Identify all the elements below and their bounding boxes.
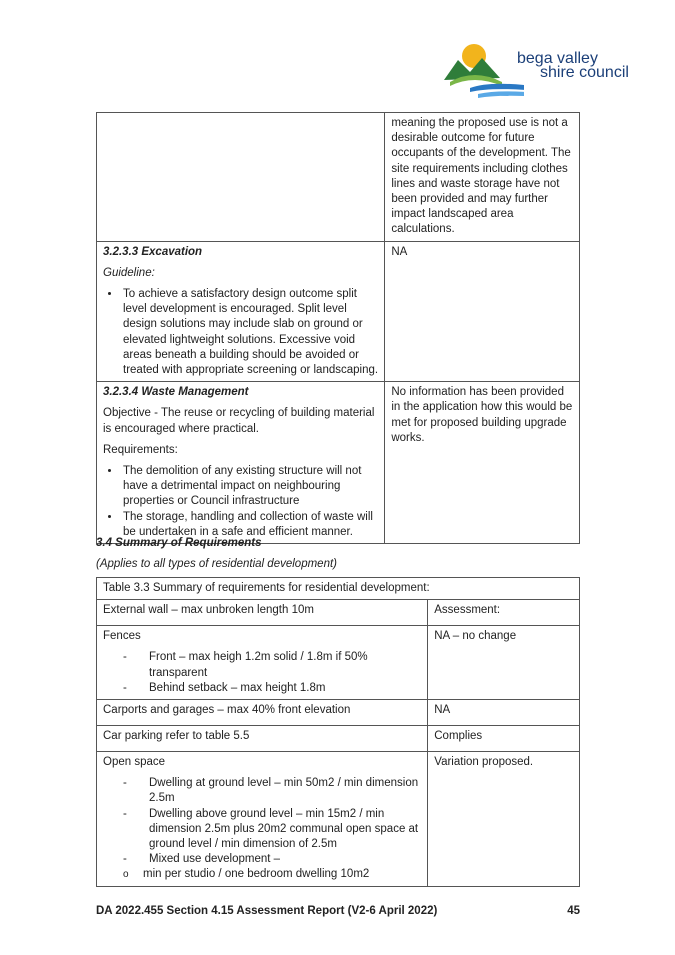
table-cell bbox=[385, 241, 580, 382]
footer-text: DA 2022.455 Section 4.15 Assessment Report (V2-6 April 2022) bbox=[96, 905, 438, 917]
requirement-list bbox=[103, 650, 421, 696]
table-cell: NA bbox=[428, 700, 580, 726]
table-cell: Variation proposed. bbox=[428, 752, 580, 887]
page-footer bbox=[96, 905, 580, 917]
table-row bbox=[97, 752, 580, 887]
table-row bbox=[97, 600, 580, 626]
logo-text-shire-council: shire council bbox=[540, 64, 629, 81]
list-item: - Dwelling at ground level – min 50m2 / min dimension 2.5m bbox=[123, 776, 421, 806]
requirements-label: Requirements: bbox=[103, 443, 178, 456]
list-item: o min per studio / one bedroom dwelling 10m2 bbox=[123, 867, 421, 882]
mountains-logo-icon bbox=[444, 42, 524, 104]
table-cell: External wall – max unbroken length 10m bbox=[97, 600, 428, 626]
guideline-label: Guideline: bbox=[103, 266, 155, 279]
table-cell bbox=[385, 113, 580, 242]
table-cell bbox=[97, 752, 428, 887]
table-cell: Car parking refer to table 5.5 bbox=[97, 726, 428, 752]
table-row bbox=[97, 700, 580, 726]
summary-table bbox=[96, 577, 580, 887]
page-number: 45 bbox=[567, 905, 580, 917]
table-row bbox=[97, 626, 580, 700]
guideline-list bbox=[103, 287, 378, 378]
table-cell bbox=[97, 241, 385, 382]
logo-text-bega-valley: bega valley bbox=[517, 50, 598, 67]
table-row bbox=[97, 113, 580, 242]
objective-text: Objective - The reuse or recycling of building material is encouraged where practical. bbox=[103, 407, 375, 435]
list-item: • The demolition of any existing structure will not have a detrimental impact on neighbouring properties or Council infrastructure bbox=[121, 464, 378, 510]
table-cell: NA – no change bbox=[428, 626, 580, 700]
table-row bbox=[97, 578, 580, 600]
table-cell bbox=[97, 113, 385, 242]
list-item: - Mixed use development – bbox=[123, 852, 421, 867]
table-row bbox=[97, 241, 580, 382]
assessment-table bbox=[96, 112, 580, 544]
section-title: 3.4 Summary of Requirements bbox=[96, 537, 262, 549]
list-item: • The storage, handling and collection of waste will be undertaken in a safe and efficient manner. bbox=[121, 510, 378, 540]
table-row bbox=[97, 382, 580, 544]
table-caption: Table 3.3 Summary of requirements for residential development: bbox=[97, 578, 580, 600]
requirement-sublist bbox=[103, 867, 421, 882]
section-subtitle: (Applies to all types of residential development) bbox=[96, 558, 337, 570]
table-cell: Assessment: bbox=[428, 600, 580, 626]
table-cell bbox=[97, 626, 428, 700]
table-cell: Carports and garages – max 40% front elevation bbox=[97, 700, 428, 726]
requirement-label: Open space bbox=[103, 756, 166, 769]
table-cell bbox=[385, 382, 580, 544]
list-item: - Behind setback – max height 1.8m bbox=[123, 681, 421, 696]
list-item: • To achieve a satisfactory design outcome split level development is encouraged. Split level design solutions may include slab on ground or elevated lightweight solutions. Excessive void areas beneath a building should be avoided or treated with appropriate screening or landscaping. bbox=[121, 287, 378, 378]
requirements-list bbox=[103, 464, 378, 540]
table-row bbox=[97, 726, 580, 752]
list-item: - Front – max heigh 1.2m solid / 1.8m if 50% transparent bbox=[123, 650, 421, 680]
excavation-heading: 3.2.3.3 Excavation bbox=[103, 245, 203, 258]
list-item: - Dwelling above ground level – min 15m2 / min dimension 2.5m plus 20m2 communal open space at ground level / min dimension of 2.5m bbox=[123, 807, 421, 853]
requirement-label: Fences bbox=[103, 630, 141, 643]
requirement-list bbox=[103, 776, 421, 867]
waste-heading: 3.2.3.4 Waste Management bbox=[103, 386, 249, 399]
assessment-text: meaning the proposed use is not a desirable outcome for future occupants of the development. The site requirements including clothes lines and waste storage have not been provided and may further impact landscaped area calculations. bbox=[391, 117, 571, 236]
assessment-text: NA bbox=[391, 245, 408, 258]
council-logo bbox=[444, 42, 634, 104]
assessment-text: No information has been provided in the application how this would be met for proposed building upgrade works. bbox=[391, 386, 573, 444]
table-cell bbox=[97, 382, 385, 544]
table-cell: Complies bbox=[428, 726, 580, 752]
